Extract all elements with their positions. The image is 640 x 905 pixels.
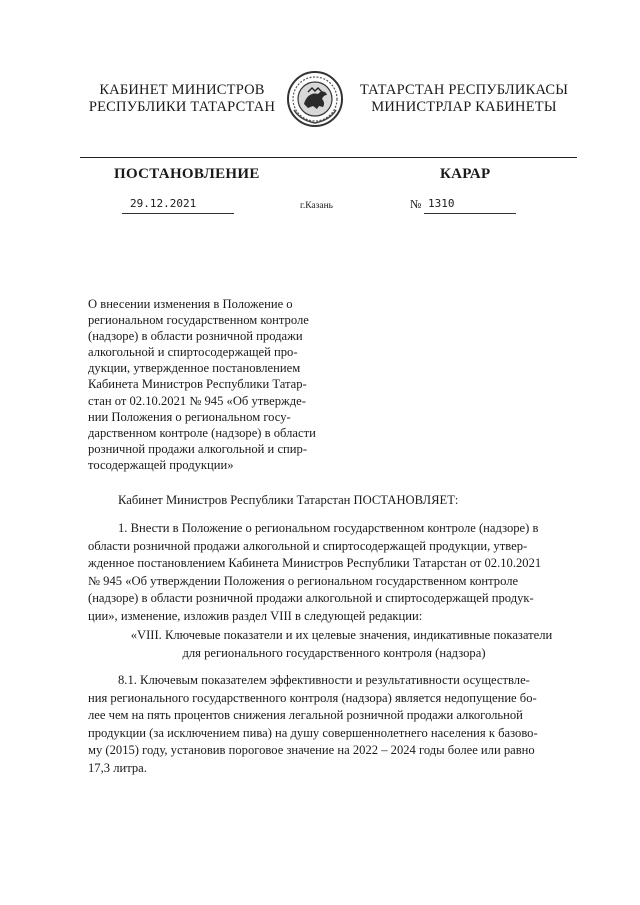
paragraph-line: му (2015) году, установив пороговое значение на 2022 – 2024 годы более или равно xyxy=(88,743,535,757)
paragraph-8-1 xyxy=(88,672,580,777)
subject-line: тосодержащей продукции» xyxy=(88,457,234,472)
document-subject xyxy=(88,296,334,473)
paragraph-line: (надзоре) в области розничной продажи алкогольной и спиртосодержащей продук- xyxy=(88,591,534,605)
header-right-line: ТАТАРСТАН РЕСПУБЛИКАСЫ xyxy=(359,82,569,98)
paragraph-line: жденное постановлением Кабинета Министров Республики Татарстан от 02.10.2021 xyxy=(88,556,542,570)
header-right-tt xyxy=(348,82,580,116)
paragraph-line: области розничной продажи алкогольной и спиртосодержащей продукции, утвер- xyxy=(88,538,528,553)
paragraph-line: 1. Внести в Положение о региональном государственном контроле (надзоре) в xyxy=(118,521,539,535)
header-right-line: МИНИСТРЛАР КАБИНЕТЫ xyxy=(371,99,557,115)
subject-line: розничной продажи алкогольной и спир- xyxy=(88,441,308,456)
decree-line: Кабинет Министров Республики Татарстан ПОСТАНОВЛЯЕТ: xyxy=(118,493,459,507)
coat-of-arms-emblem-icon xyxy=(286,70,344,128)
section-title-line: для регионального государственного контроля (надзора) xyxy=(182,645,486,660)
paragraph-line: 17,3 литра. xyxy=(88,760,147,775)
subject-line: стан от 02.10.2021 № 945 «Об утвержде- xyxy=(88,393,306,408)
subject-line: дарственном контроле (надзоре) в области xyxy=(88,425,316,440)
paragraph-line: лее чем на пять процентов снижения легальной розничной продажи алкогольной xyxy=(88,708,523,722)
subject-line: О внесении изменения в Положение о xyxy=(88,297,293,311)
subject-line: дукции, утвержденное постановлением xyxy=(88,361,301,376)
section-title-line: «VIII. Ключевые показатели и их целевые значения, индикативные показатели xyxy=(130,628,553,642)
document-date: 29.12.2021 xyxy=(130,197,197,210)
header-left-line: КАБИНЕТ МИНИСТРОВ xyxy=(99,82,265,98)
document-number: 1310 xyxy=(428,197,455,210)
subject-line: региональном государственном контроле xyxy=(88,313,309,328)
header-left-ru xyxy=(82,82,282,116)
document-number-label: № xyxy=(410,197,422,211)
paragraph-line: 8.1. Ключевым показателем эффективности и результативности осуществле- xyxy=(118,673,530,687)
header-divider xyxy=(80,157,577,158)
decree-statement xyxy=(88,492,580,510)
document-city: г.Казань xyxy=(300,201,334,211)
document-kind-tt: КАРАР xyxy=(440,166,491,182)
subject-line: (надзоре) в области розничной продажи xyxy=(88,329,303,344)
subject-line: нии Положения о региональном госу- xyxy=(88,409,291,424)
paragraph-1 xyxy=(88,520,580,625)
paragraph-line: продукции (за исключением пива) на душу совершеннолетнего населения к базово- xyxy=(88,725,538,740)
paragraph-line: ции», изменение, изложив раздел VIII в следующей редакции: xyxy=(88,608,423,623)
subject-line: Кабинета Министров Республики Татар- xyxy=(88,377,307,392)
header-left-line: РЕСПУБЛИКИ ТАТАРСТАН xyxy=(88,99,276,115)
paragraph-line: № 945 «Об утверждении Положения о региональном государственном контроле xyxy=(88,573,519,588)
subject-line: алкогольной и спиртосодержащей про- xyxy=(88,345,298,360)
document-kind-ru: ПОСТАНОВЛЕНИЕ xyxy=(114,166,260,182)
paragraph-line: ния регионального государственного контроля (надзора) является недопущение бо- xyxy=(88,690,537,705)
section-viii-title xyxy=(88,627,580,662)
document-date-field xyxy=(122,197,234,214)
document-number-field xyxy=(424,197,516,214)
